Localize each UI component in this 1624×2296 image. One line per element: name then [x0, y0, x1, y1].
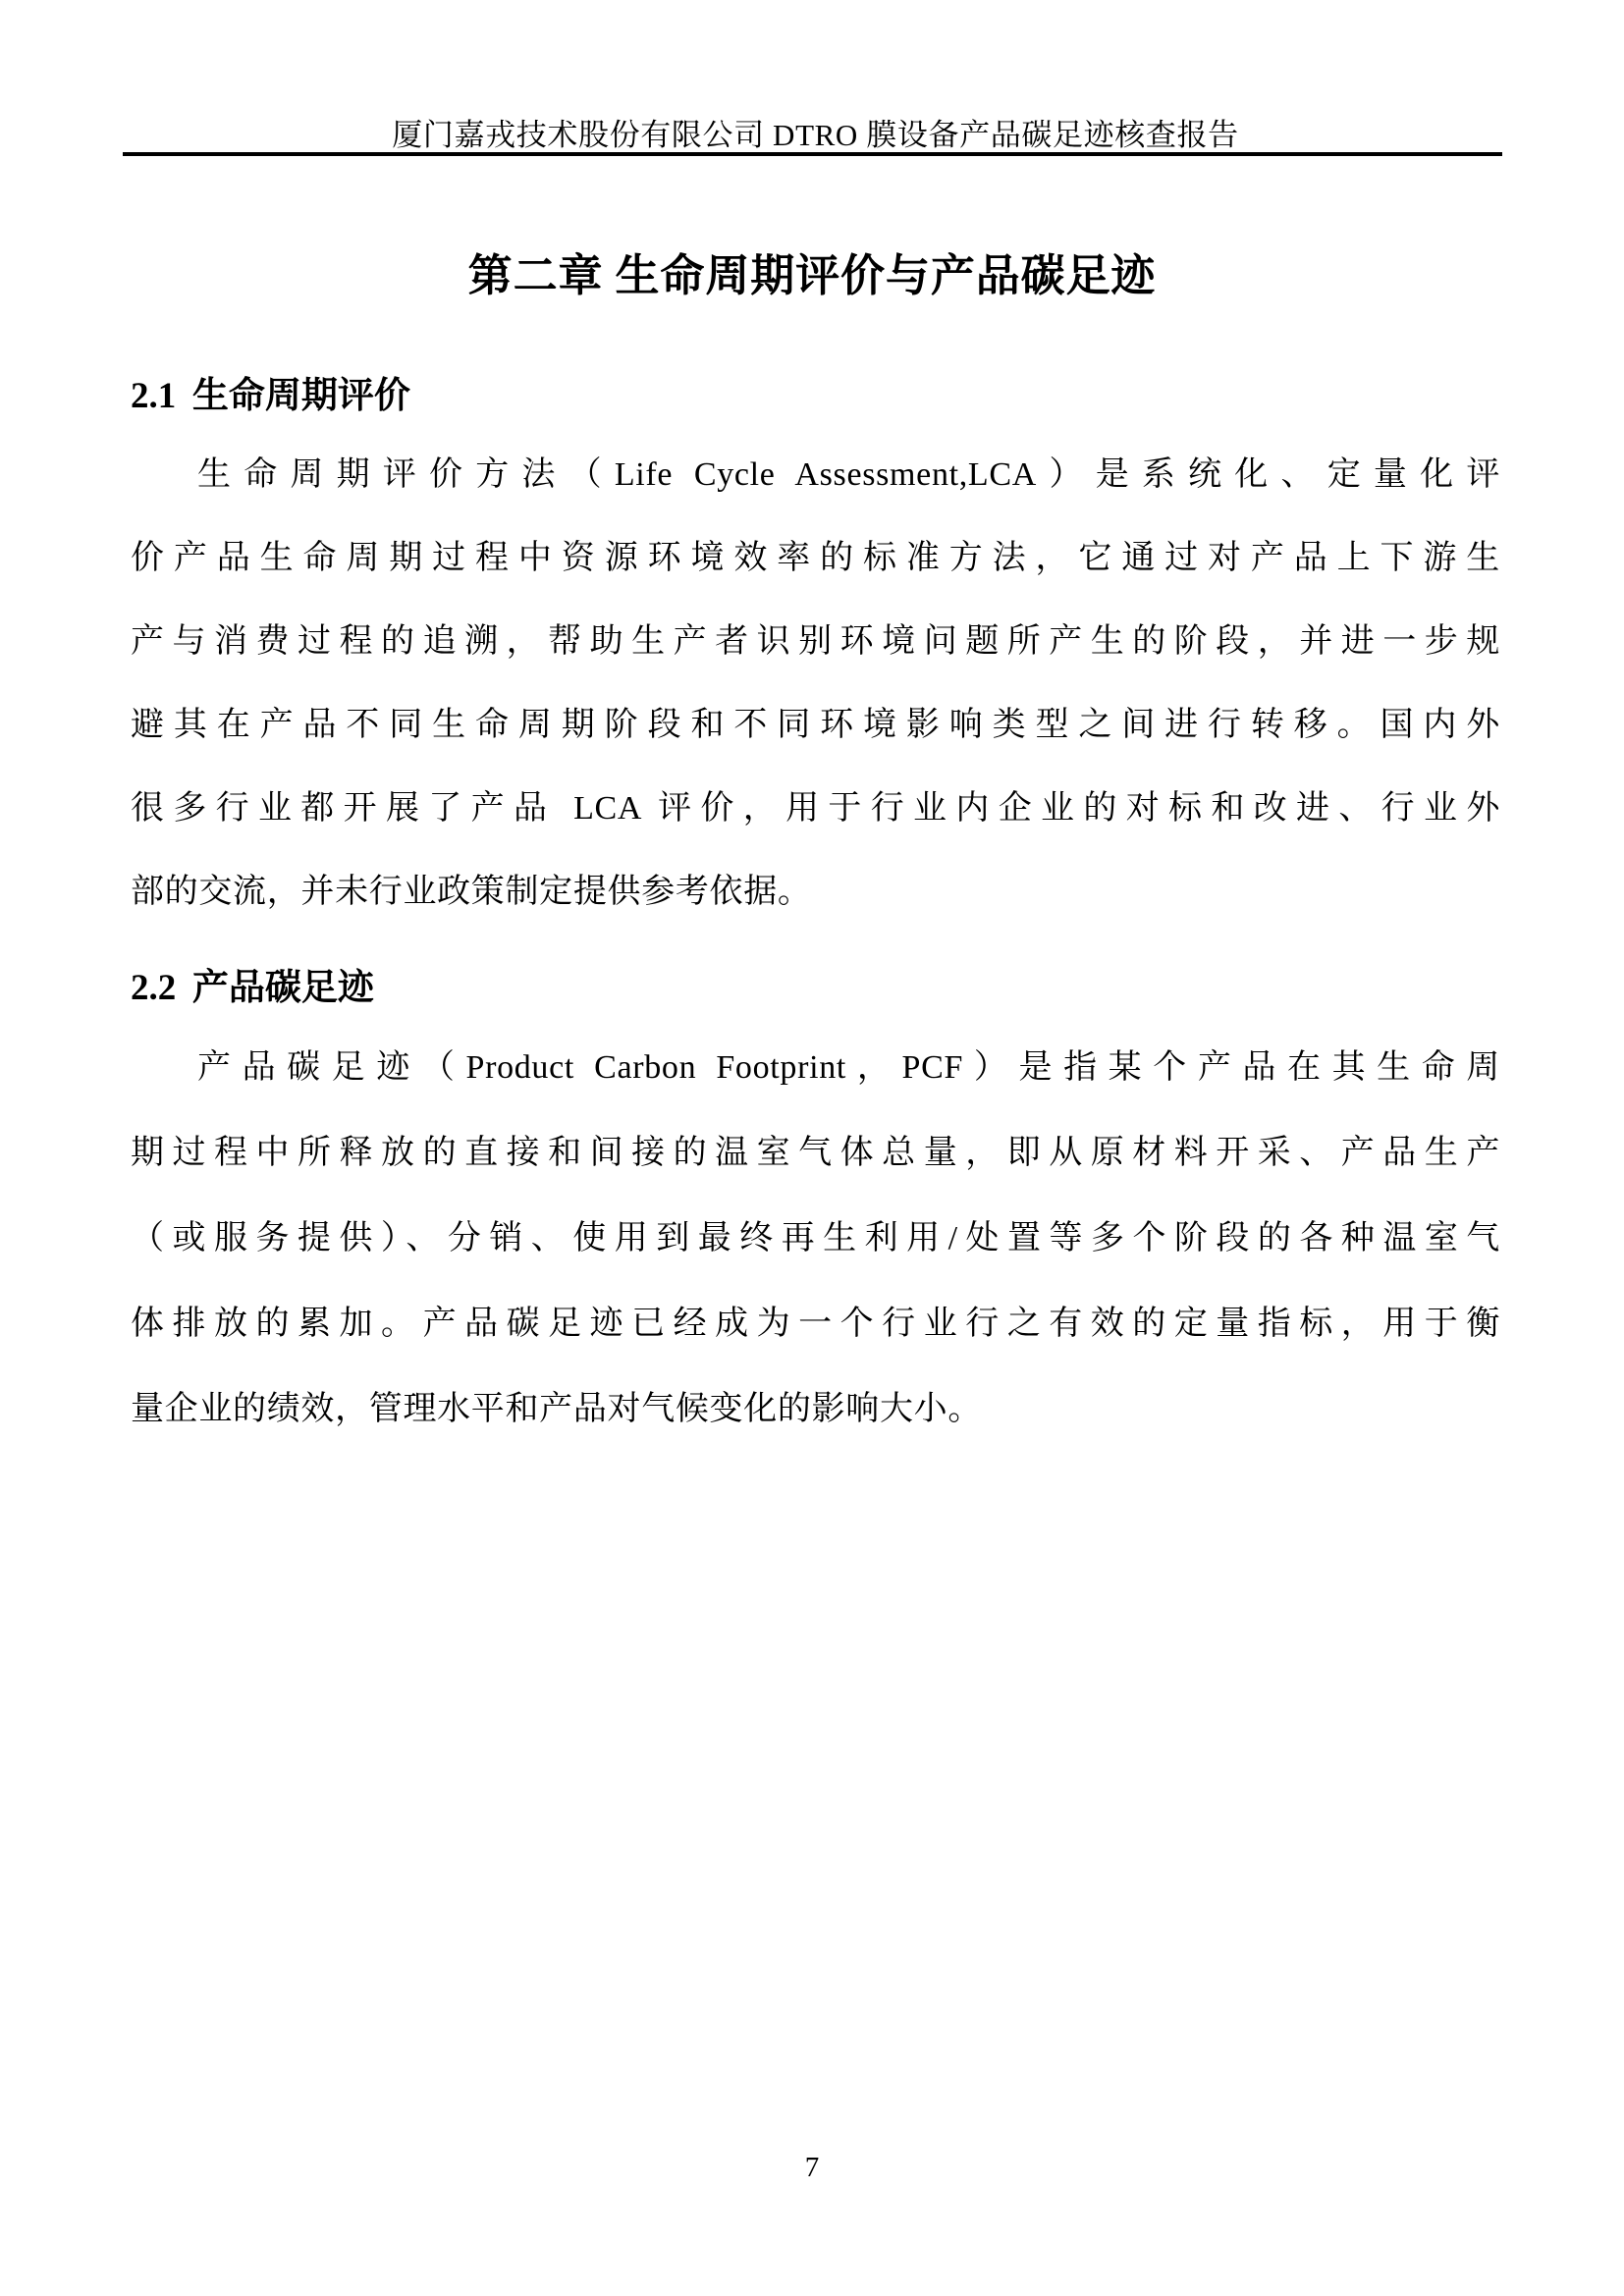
- text-line: 体排放的累加。产品碳足迹已经成为一个行业行之有效的定量指标，用于衡: [131, 1306, 1500, 1342]
- text-line: 生命周期评价方法（Life Cycle Assessment,LCA）是系统化、定量化评: [197, 456, 1500, 493]
- header-title: 厦门嘉戎技术股份有限公司 DTRO 膜设备产品碳足迹核查报告: [392, 118, 1239, 152]
- section-number: 2.2: [131, 968, 177, 1008]
- chapter-title: 第二章 生命周期评价与产品碳足迹: [467, 251, 1157, 300]
- section-title: 产品碳足迹: [191, 968, 374, 1008]
- text-line: 价产品生命周期过程中资源环境效率的标准方法，它通过对产品上下游生: [131, 540, 1500, 576]
- paragraph-lca: [131, 433, 1500, 934]
- text-line: 避其在产品不同生命周期阶段和不同环境影响类型之间进行转移。国内外: [131, 707, 1500, 743]
- page-header: [131, 110, 1500, 154]
- text-line: 产品碳足迹（Product Carbon Footprint，PCF）是指某个产品在其生命周: [197, 1049, 1500, 1086]
- page-number: 7: [804, 2152, 820, 2183]
- text-line: （或服务提供）、分销、使用到最终再生利用/处置等多个阶段的各种温室气: [131, 1220, 1500, 1256]
- section-heading-2-2: [131, 957, 374, 1010]
- paragraph-pcf: [131, 1025, 1500, 1452]
- text-line: 量企业的绩效，管理水平和产品对气候变化的影响大小。: [131, 1391, 982, 1427]
- header-rule: [123, 152, 1502, 156]
- text-line: 期过程中所释放的直接和间接的温室气体总量，即从原材料开采、产品生产: [131, 1135, 1500, 1171]
- section-heading-2-1: [131, 365, 410, 418]
- section-title: 生命周期评价: [191, 376, 410, 416]
- section-number: 2.1: [131, 376, 177, 416]
- text-line: 很多行业都开展了产品 LCA 评价，用于行业内企业的对标和改进、行业外: [131, 790, 1500, 827]
- text-line: 产与消费过程的追溯，帮助生产者识别环境问题所产生的阶段，并进一步规: [131, 623, 1500, 660]
- text-line: 部的交流，并未行业政策制定提供参考依据。: [131, 874, 812, 910]
